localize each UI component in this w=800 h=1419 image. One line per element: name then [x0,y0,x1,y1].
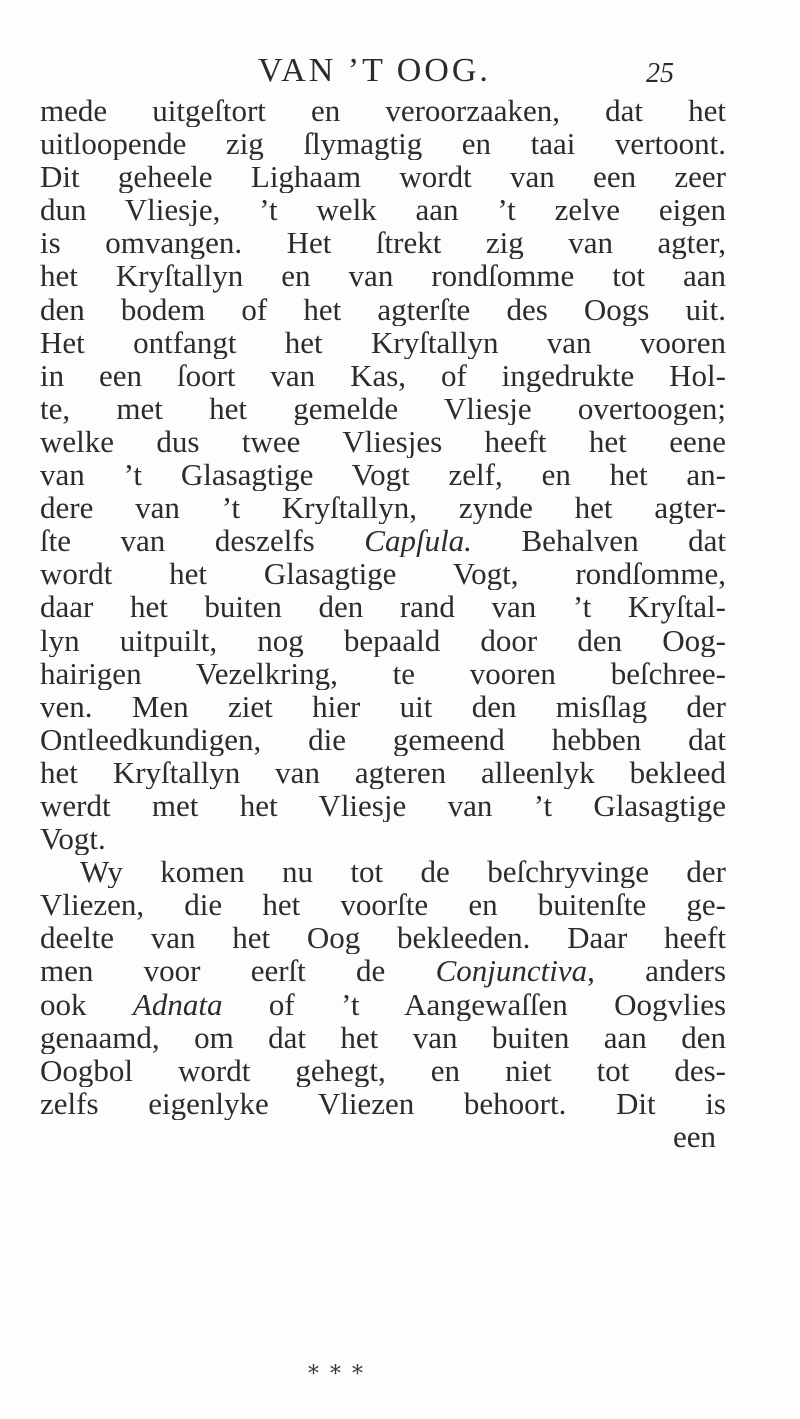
text-line: zelfs eigenlyke Vliezen behoort. Dit is [40,1086,726,1120]
body-text [40,94,726,1153]
text-line: te, met het gemelde Vliesje overtoogen; [40,391,726,425]
text-line: Vliezen, die het voorſte en buitenſte ge- [40,888,726,922]
text-segment: ook [40,987,87,1021]
italic-term-conjunctiva: Conjunctiva [435,954,588,988]
text-line: wordt het Glasagtige Vogt, rondſomme, [40,557,726,591]
text-line: het Kryſtallyn van agteren alleenlyk bekleed [40,755,726,789]
text-line: Het ontfangt het Kryſtallyn van vooren [40,325,726,359]
text-line: Wy komen nu tot de beſchryvinge der [80,855,726,889]
text-line: Dit geheele Lighaam wordt van een zeer [40,160,726,194]
text-line [40,954,726,987]
text-segment: Behalven dat [521,524,726,558]
text-line: Ontleedkundigen, die gemeend hebben dat [40,722,726,756]
italic-term-adnata: Adnata [132,987,223,1021]
text-line: welke dus twee Vliesjes heeft het eene [40,424,726,459]
signature-mark: * * * [308,1362,365,1387]
text-segment: ſte van deszelfs [40,524,315,558]
text-line: genaamd, om dat het van buiten aan den [40,1020,726,1054]
text-line [40,524,726,557]
text-line: dere van ’t Kryſtallyn, zynde het agter- [40,491,726,525]
text-line [40,988,726,1021]
text-line: deelte van het Oog bekleeden. Daar heeft [40,921,726,955]
text-line: het Kryſtallyn en van rondſomme tot aan [40,259,726,293]
text-line: den bodem of het agterſte des Oogs uit. [40,292,726,326]
text-line: mede uitgeſtort en veroorzaaken, dat het [40,94,726,128]
text-line: ven. Men ziet hier uit den misſlag der [40,689,726,723]
text-line: werdt met het Vliesje van ’t Glasagtige [40,788,726,823]
text-segment: of ’t Aangewaſſen Oogvlies [268,987,726,1021]
catchword: een [672,1119,716,1153]
text-line: daar het buiten den rand van ’t Kryſtal- [40,590,726,624]
text-line: uitloopende zig ſlymagtig en taai vertoont. [40,127,726,161]
catchword-line [40,1120,726,1153]
text-line: lyn uitpuilt, nog bepaald door den Oog- [40,623,726,657]
text-line: hairigen Vezelkring, te vooren beſchree- [40,656,726,690]
text-line: is omvangen. Het ſtrekt zig van agter, [40,226,726,260]
page-number: 25 [646,58,674,89]
text-line: dun Vliesje, ’t welk aan ’t zelve eigen [40,193,726,227]
italic-term-capsula: Capſula. [364,524,472,558]
text-line: van ’t Glasagtige Vogt zelf, en het an- [40,458,726,492]
text-line: Oogbol wordt gehegt, en niet tot des- [40,1053,726,1087]
running-title: VAN ’T OOG. [258,52,491,89]
page-header [258,52,678,96]
text-segment: , anders [587,954,726,988]
text-segment: men voor eerſt de [40,954,386,988]
text-line: in een ſoort van Kas, of ingedrukte Hol- [40,358,726,392]
text-line: Vogt. [40,822,106,856]
